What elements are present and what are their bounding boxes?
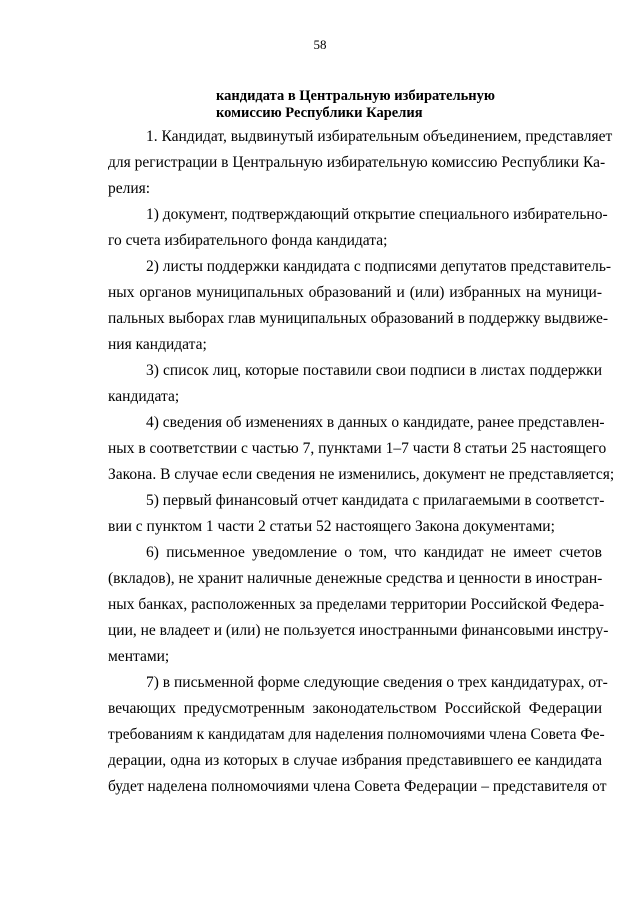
text-line: 6) письменное уведомление о том, что кандидат не имеет счетов <box>146 544 602 561</box>
text-line: ния кандидата; <box>108 336 207 353</box>
text-line: вии с пунктом 1 части 2 статьи 52 настоящего Закона документами; <box>108 518 555 535</box>
paragraph <box>108 410 615 488</box>
text-line: 4) сведения об изменениях в данных о кандидате, ранее представлен- <box>146 414 605 431</box>
text-line: (вкладов), не хранит наличные денежные средства и ценности в иностран- <box>108 570 603 587</box>
paragraph <box>108 124 613 202</box>
text-line: го счета избирательного фонда кандидата; <box>108 232 388 249</box>
section-heading-line: кандидата в Центральную избирательную <box>216 88 495 104</box>
text-line: 3) список лиц, которые поставили свои подписи в листах поддержки <box>146 362 602 379</box>
text-line: будет наделена полномочиями члена Совета Федерации – представителя от <box>108 778 607 795</box>
section-heading-line: комиссию Республики Карелия <box>216 105 423 121</box>
text-line: ных банках, расположенных за пределами территории Российской Федера- <box>108 596 605 613</box>
text-line: ции, не владеет и (или) не пользуется иностранными финансовыми инстру- <box>108 622 609 639</box>
text-line: Закона. В случае если сведения не изменились, документ не представляется; <box>108 466 615 483</box>
paragraph <box>108 202 608 254</box>
text-line: требованиям к кандидатам для наделения полномочиями члена Совета Фе- <box>108 726 605 743</box>
text-line: 2) листы поддержки кандидата с подписями депутатов представитель- <box>146 258 612 275</box>
text-line: кандидата; <box>108 388 180 405</box>
text-line: ментами; <box>108 648 170 665</box>
text-line: 5) первый финансовый отчет кандидата с прилагаемыми в соответст- <box>146 492 605 509</box>
text-line: 7) в письменной форме следующие сведения о трех кандидатурах, от- <box>146 674 608 691</box>
text-line: для регистрации в Центральную избирательную комиссию Республики Ка- <box>108 154 606 171</box>
paragraph <box>108 670 608 800</box>
paragraph <box>108 488 605 540</box>
paragraph <box>108 540 609 670</box>
text-line: пальных выборах глав муниципальных образований в поддержку выдвиже- <box>108 310 609 327</box>
text-line: 1) документ, подтверждающий открытие специального избирательно- <box>146 206 608 223</box>
page-number: 58 <box>313 37 327 52</box>
paragraph <box>108 358 602 410</box>
text-line: релия: <box>108 180 151 197</box>
text-line: вечающих предусмотренным законодательством Российской Федерации <box>108 700 602 717</box>
text-line: ных органов муниципальных образований и (или) избранных на муници- <box>108 284 602 301</box>
text-line: ных в соответствии с частью 7, пунктами 1–7 части 8 статьи 25 настоящего <box>108 440 607 457</box>
body-text <box>108 124 615 800</box>
text-line: дерации, одна из которых в случае избрания представившего ее кандидата <box>108 752 602 769</box>
section-heading <box>216 88 495 122</box>
paragraph <box>108 254 612 358</box>
text-line: 1. Кандидат, выдвинутый избирательным объединением, представляет <box>146 128 613 145</box>
